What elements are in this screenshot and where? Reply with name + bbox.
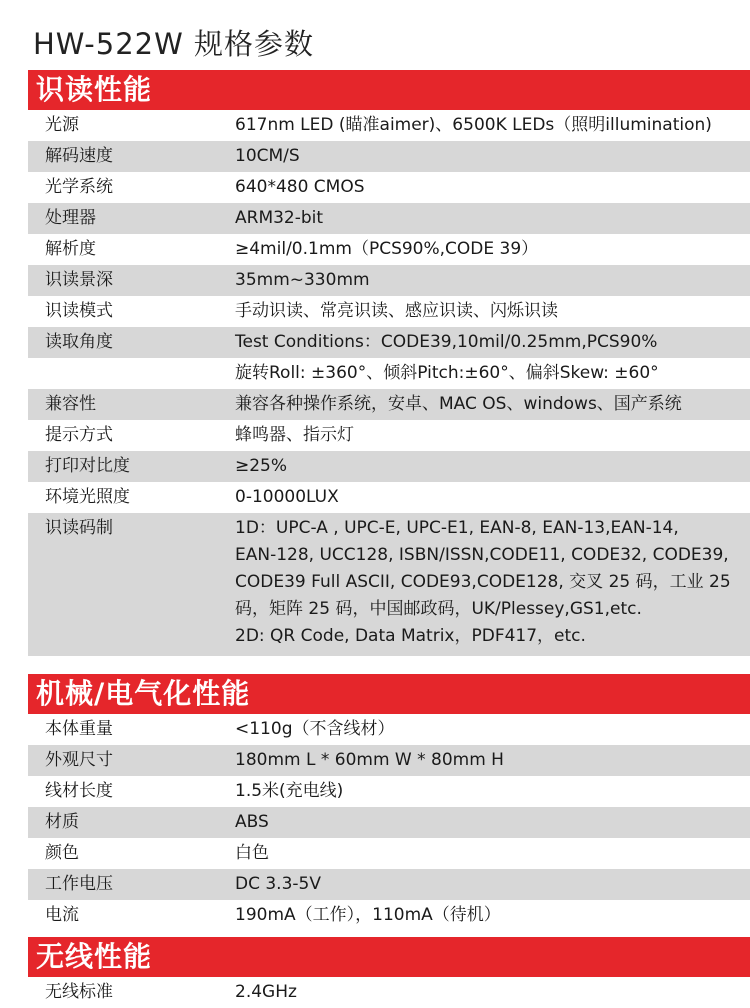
section-gap bbox=[28, 656, 750, 674]
spec-label: 打印对比度 bbox=[45, 456, 130, 476]
spec-label: 识读景深 bbox=[45, 270, 113, 290]
spec-value: 180mm L * 60mm W * 80mm H bbox=[235, 750, 504, 770]
spec-value: ABS bbox=[235, 812, 269, 832]
wireless-rows bbox=[28, 977, 750, 1008]
spec-label: 解析度 bbox=[45, 239, 96, 259]
spec-label: 工作电压 bbox=[45, 874, 113, 894]
spec-row bbox=[28, 745, 750, 776]
spec-value: <110g（不含线材） bbox=[235, 719, 395, 739]
spec-label: 读取角度 bbox=[45, 332, 113, 352]
spec-row bbox=[28, 451, 750, 482]
spec-label: 兼容性 bbox=[45, 394, 96, 414]
spec-row bbox=[28, 389, 750, 420]
spec-value: Test Conditions：CODE39,10mil/0.25mm,PCS90% bbox=[235, 332, 658, 352]
spec-value: 白色 bbox=[235, 843, 269, 863]
spec-value: ≥4mil/0.1mm（PCS90%,CODE 39） bbox=[235, 239, 539, 259]
spec-row bbox=[28, 265, 750, 296]
spec-row bbox=[28, 234, 750, 265]
spec-row bbox=[28, 110, 750, 141]
spec-label: 光学系统 bbox=[45, 177, 113, 197]
spec-label: 光源 bbox=[45, 115, 79, 135]
spec-value: 兼容各种操作系统，安卓、MAC OS、windows、国产系统 bbox=[235, 394, 682, 414]
spec-row bbox=[28, 807, 750, 838]
spec-row bbox=[28, 296, 750, 327]
spec-value: 10CM/S bbox=[235, 146, 300, 166]
spec-label: 无线标准 bbox=[45, 982, 113, 1002]
spec-value: 2.4GHz bbox=[235, 982, 297, 1002]
spec-value: ARM32-bit bbox=[235, 208, 324, 228]
spec-label: 处理器 bbox=[45, 208, 96, 228]
symbology-line: 1D：UPC-A , UPC-E, UPC-E1, EAN-8, EAN-13,EAN-14, bbox=[235, 518, 679, 538]
symbology-line: 码，矩阵 25 码，中国邮政码，UK/Plessey,GS1,etc. bbox=[235, 599, 642, 619]
mechanical-rows bbox=[28, 714, 750, 931]
section-header-mechanical: 机械/电气化性能 bbox=[28, 674, 750, 714]
spec-row bbox=[28, 900, 750, 931]
spec-label bbox=[28, 358, 235, 389]
spec-value: 190mA（工作），110mA（待机） bbox=[235, 905, 501, 925]
spec-row bbox=[28, 977, 750, 1008]
spec-row bbox=[28, 838, 750, 869]
spec-value: 1.5米(充电线) bbox=[235, 781, 344, 801]
spec-label: 解码速度 bbox=[45, 146, 113, 166]
spec-value: 640*480 CMOS bbox=[235, 177, 365, 197]
section-header-wireless: 无线性能 bbox=[28, 937, 750, 977]
spec-row bbox=[28, 420, 750, 451]
spec-value: 手动识读、常亮识读、感应识读、闪烁识读 bbox=[235, 301, 558, 321]
spec-row bbox=[28, 203, 750, 234]
reading-rows bbox=[28, 110, 750, 513]
spec-label: 颜色 bbox=[45, 843, 79, 863]
spec-row bbox=[28, 327, 750, 358]
spec-label: 提示方式 bbox=[45, 425, 113, 445]
spec-row bbox=[28, 776, 750, 807]
spec-value: 0-10000LUX bbox=[235, 487, 339, 507]
symbology-line: EAN-128, UCC128, ISBN/ISSN,CODE11, CODE32, CODE39, bbox=[235, 545, 729, 565]
spec-value: 35mm~330mm bbox=[235, 270, 370, 290]
spec-value: 旋转Roll: ±360°、倾斜Pitch:±60°、偏斜Skew: ±60° bbox=[235, 363, 659, 383]
spec-value: 蜂鸣器、指示灯 bbox=[235, 425, 354, 445]
spec-label: 识读码制 bbox=[45, 518, 113, 538]
spec-label: 识读模式 bbox=[45, 301, 113, 321]
section-header-reading: 识读性能 bbox=[28, 70, 750, 110]
spec-label: 材质 bbox=[45, 812, 79, 832]
spec-value: DC 3.3-5V bbox=[235, 874, 321, 894]
page-title: HW-522W 规格参数 bbox=[33, 27, 315, 61]
spec-label: 电流 bbox=[45, 905, 79, 925]
spec-row bbox=[28, 869, 750, 900]
spec-row bbox=[28, 172, 750, 203]
spec-row-symbology bbox=[28, 513, 750, 656]
spec-sheet bbox=[28, 70, 750, 1008]
symbology-line: CODE39 Full ASCII, CODE93,CODE128, 交叉 25 码，工业 25 bbox=[235, 572, 731, 592]
spec-label: 线材长度 bbox=[45, 781, 113, 801]
spec-label: 本体重量 bbox=[45, 719, 113, 739]
spec-row bbox=[28, 141, 750, 172]
spec-row bbox=[28, 482, 750, 513]
spec-row bbox=[28, 714, 750, 745]
spec-label: 外观尺寸 bbox=[45, 750, 113, 770]
spec-value: ≥25% bbox=[235, 456, 288, 476]
symbology-line: 2D: QR Code, Data Matrix，PDF417，etc. bbox=[235, 626, 586, 646]
spec-row bbox=[28, 358, 750, 389]
spec-label: 环境光照度 bbox=[45, 487, 130, 507]
spec-value-symbology bbox=[235, 513, 750, 652]
spec-value: 617nm LED (瞄准aimer)、6500K LEDs（照明illumination) bbox=[235, 115, 712, 135]
